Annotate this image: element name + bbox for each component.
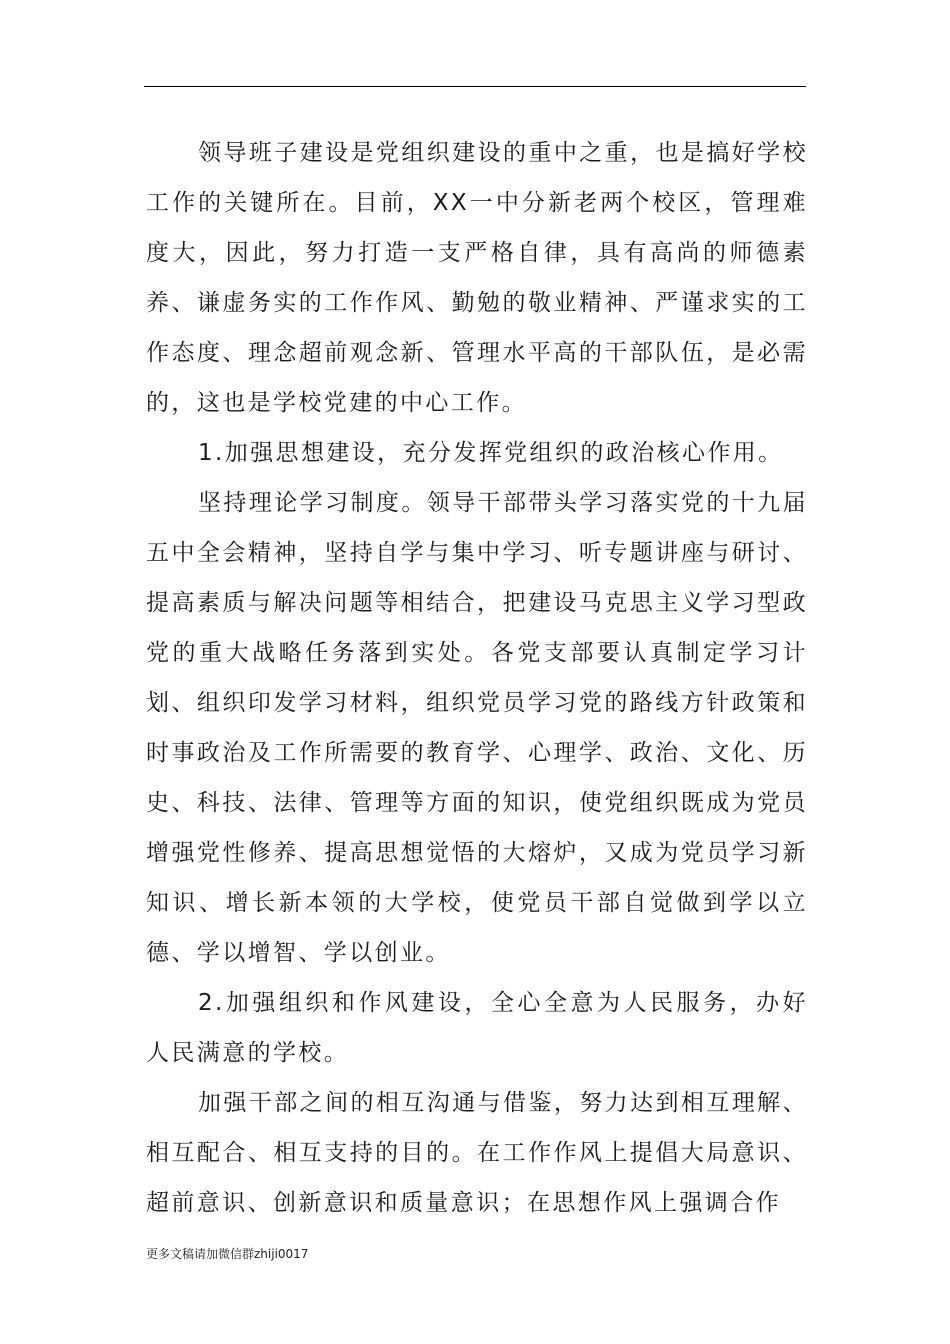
- paragraph-cadre-communication: 加强干部之间的相互沟通与借鉴，努力达到相互理解、相互配合、相互支持的目的。在工作作风上提倡大局意识、超前意识、创新意识和质量意识；在思想作风上强调合作: [146, 1090, 808, 1216]
- heading-organization-style: 2.加强组织和作风建设，全心全意为人民服务，办好人民满意的学校。: [146, 990, 808, 1066]
- page-footer: 更多文稿请加微信群zhiji0017: [146, 1247, 309, 1261]
- heading-ideological-building: 1.加强思想建设，充分发挥党组织的政治核心作用。: [198, 440, 784, 466]
- paragraph-leadership: 领导班子建设是党组织建设的重中之重，也是搞好学校工作的关键所在。目前，XX一中分新老两个校区，管理难度大，因此，努力打造一支严格自律，具有高尚的师德素养、谦虚务实的工作作风、勤勉的敬业精神、严谨求实的工作态度、理念超前观念新、管理水平高的干部队伍，是必需的，这也是学校党建的中心工作。: [146, 140, 808, 416]
- paragraph-theory-study: 坚持理论学习制度。领导干部带头学习落实党的十九届五中全会精神，坚持自学与集中学习、听专题讲座与研讨、提高素质与解决问题等相结合，把建设马克思主义学习型政党的重大战略任务落到实处。各党支部要认真制定学习计划、组织印发学习材料，组织党员学习党的路线方针政策和时事政治及工作所需要的教育学、心理学、政治、文化、历史、科技、法律、管理等方面的知识，使党组织既成为党员增强党性修养、提高思想觉悟的大熔炉，又成为党员学习新知识、增长新本领的大学校，使党员干部自觉做到学以立德、学以增智、学以创业。: [146, 490, 808, 966]
- document-body: [146, 128, 808, 1228]
- header-rule: [144, 86, 806, 87]
